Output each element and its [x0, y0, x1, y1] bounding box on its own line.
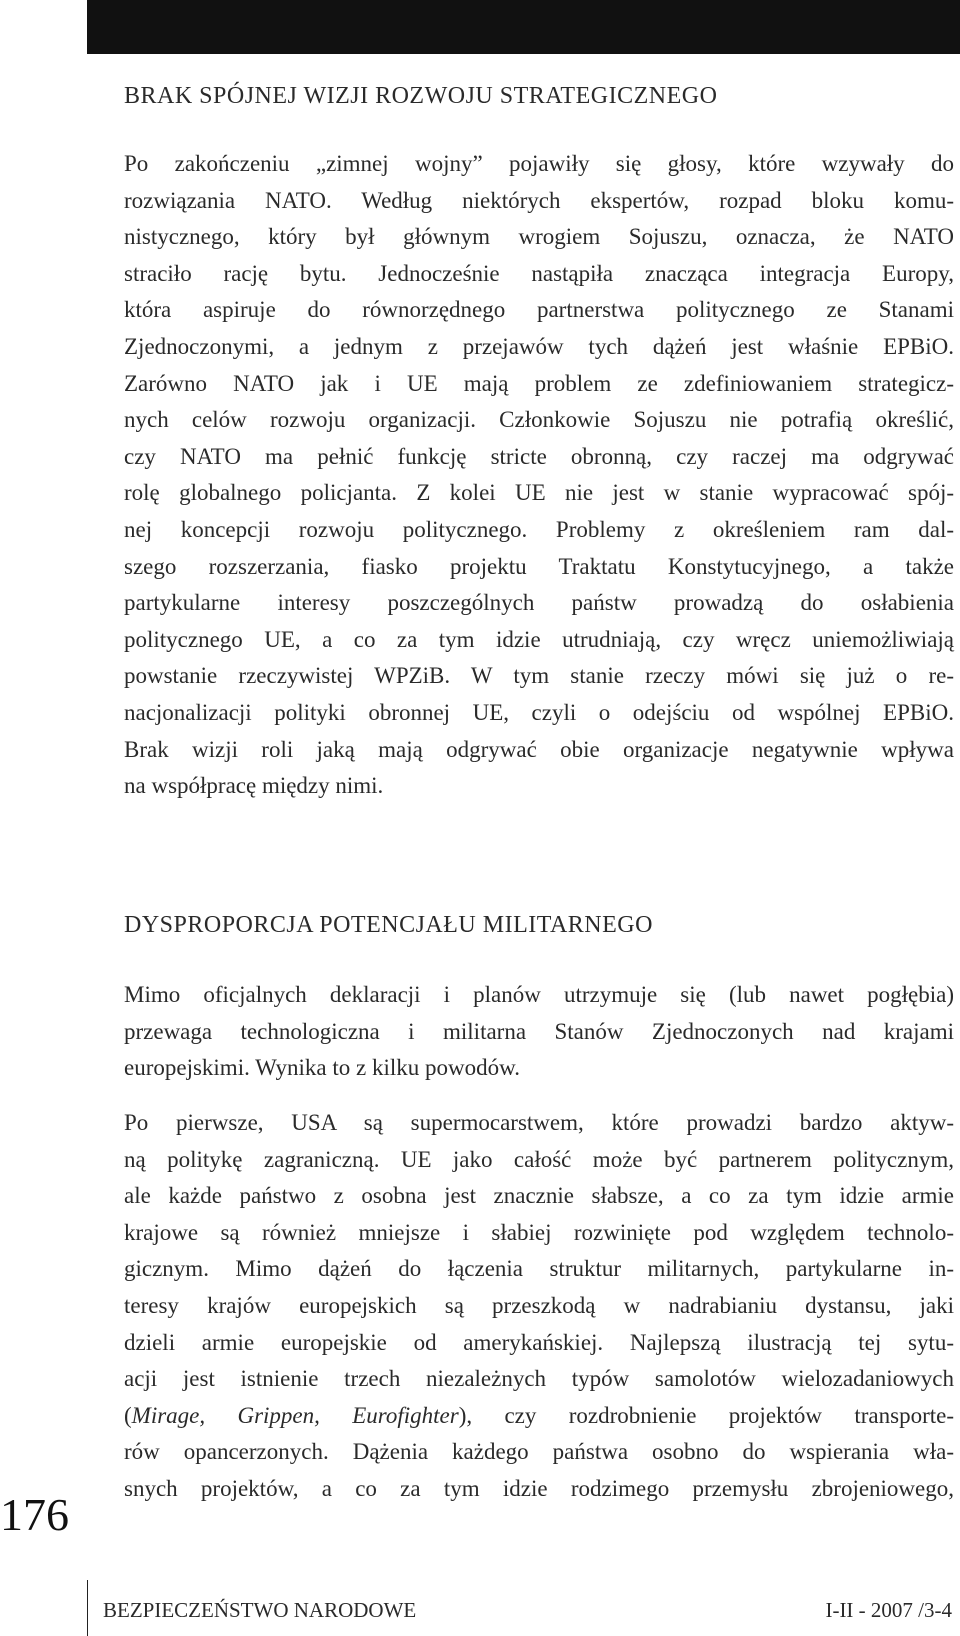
text-line-with-italics [124, 1398, 954, 1434]
text-line: szego rozszerzania, fiasko projektu Traktatu Konstytucyjnego, a także [124, 553, 954, 579]
text-line: ale każde państwo z osobna jest znacznie słabsze, a co za tym idzie armie [124, 1183, 954, 1209]
text-line: powstanie rzeczywistej WPZiB. W tym stanie rzeczy mówi się już o re- [124, 663, 954, 689]
text-line: Brak wizji roli jaką mają odgrywać obie organizacje negatywnie wpływa [124, 736, 954, 762]
text-line: która aspiruje do równorzędnego partnerstwa politycznego ze Stanami [124, 297, 954, 323]
text-line: teresy krajów europejskich są przeszkodą w nadrabianiu dystansu, jaki [124, 1293, 954, 1318]
text-line: Zarówno NATO jak i UE mają problem ze zdefiniowaniem strategicz- [124, 370, 954, 396]
text-line: acji jest istnienie trzech niezależnych typów samolotów wielozadaniowych [124, 1366, 954, 1392]
footer-journal-title: BEZPIECZEŃSTWO NARODOWE [103, 1598, 417, 1622]
header-bar [87, 0, 960, 54]
text-line: Zjednoczonymi, a jednym z przejawów tych dążeń jest właśnie EPBiO. [124, 334, 954, 359]
text-line: rolę globalnego policjanta. Z kolei UE nie jest w stanie wypracować spój- [124, 480, 954, 506]
text-line: straciło rację bytu. Jednocześnie nastąpiła znacząca integracja Europy, [124, 260, 954, 286]
text-line: politycznego UE, a co za tym idzie utrudniają, czy wręcz uniemożliwiają [124, 626, 954, 652]
aircraft-names: Mirage, Grippen, Eurofighter [131, 1402, 459, 1428]
section-heading-strategic-vision: BRAK SPÓJNEJ WIZJI ROZWOJU STRATEGICZNEGO [124, 83, 718, 109]
text-line: czy NATO ma pełnić funkcję stricte obronną, czy raczej ma odgrywać [124, 443, 954, 469]
text-line: Po pierwsze, USA są supermocarstwem, które prowadzi bardzo aktyw- [124, 1110, 954, 1135]
text-line: europejskimi. Wynika to z kilku powodów. [124, 1055, 520, 1081]
text-line: przewaga technologiczna i militarna Stanów Zjednoczonych nad krajami [124, 1018, 954, 1044]
text-line: krajowe są również mniejsze i słabiej rozwinięte pod względem technolo- [124, 1219, 954, 1245]
text-line: dzieli armie europejskie od amerykańskiej. Najlepszą ilustracją tej sytu- [124, 1329, 954, 1355]
text-line: nych celów rozwoju organizacji. Członkowie Sojuszu nie potrafią określić, [124, 407, 954, 433]
text-fragment: ( [124, 1402, 132, 1428]
text-line: nacjonalizacji polityki obronnej UE, czyli o odejściu od wspólnej EPBiO. [124, 700, 954, 725]
text-line: partykularne interesy poszczególnych państw prowadzą do osłabienia [124, 590, 954, 616]
text-line: ną politykę zagraniczną. UE jako całość może być partnerem politycznym, [124, 1146, 954, 1172]
page-number: 176 [0, 1489, 69, 1540]
text-line: nej koncepcji rozwoju politycznego. Problemy z określeniem ram dal- [124, 517, 954, 542]
text-line: Mimo oficjalnych deklaracji i planów utrzymuje się (lub nawet pogłębia) [124, 982, 954, 1007]
text-line: rów opancerzonych. Dążenia każdego państwa osobno do wspierania wła- [124, 1439, 954, 1465]
text-line: rozwiązania NATO. Według niektórych ekspertów, rozpad bloku komu- [124, 187, 954, 213]
section-heading-military-potential: DYSPROPORCJA POTENCJAŁU MILITARNEGO [124, 912, 653, 938]
footer-issue: I-II - 2007 /3-4 [825, 1598, 952, 1622]
text-line: snych projektów, a co za tym idzie rodzimego przemysłu zbrojeniowego, [124, 1476, 954, 1501]
text-line: gicznym. Mimo dążeń do łączenia struktur militarnych, partykularne in- [124, 1256, 954, 1282]
text-line: na współpracę między nimi. [124, 773, 384, 799]
text-fragment: ), czy rozdrobnienie projektów transporte- [458, 1402, 955, 1428]
text-line: Po zakończeniu „zimnej wojny” pojawiły się głosy, które wzywały do [124, 151, 954, 176]
footer-divider [87, 1580, 88, 1636]
text-line: nistycznego, który był głównym wrogiem Sojuszu, oznacza, że NATO [124, 224, 954, 250]
